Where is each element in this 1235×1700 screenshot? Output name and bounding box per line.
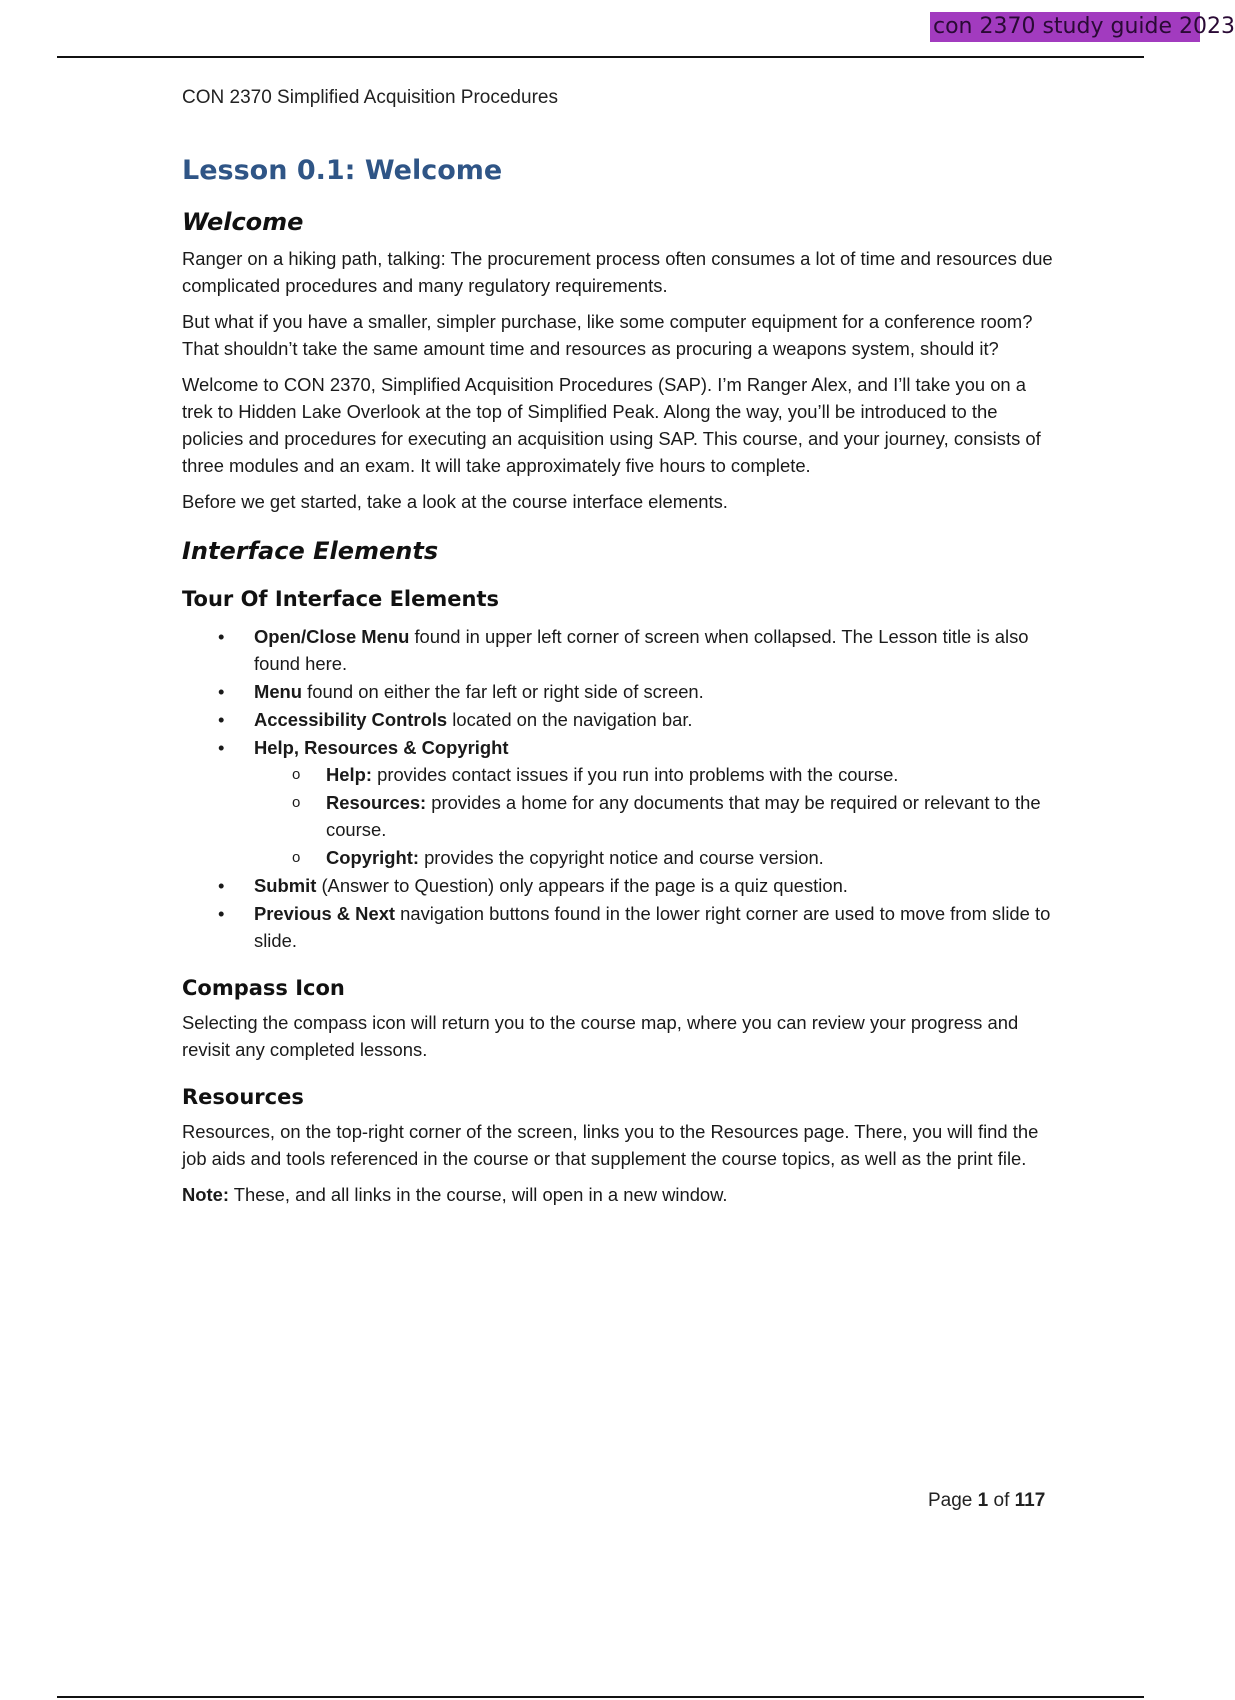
welcome-heading: Welcome <box>182 208 304 236</box>
welcome-paragraph: Before we get started, take a look at the course interface elements. <box>182 491 728 512</box>
compass-paragraph: Selecting the compass icon will return you to the course map, where you can review your progress and revisit any completed lessons. <box>182 1012 1019 1060</box>
item-label: Open/Close Menu <box>254 626 410 647</box>
interface-list <box>182 623 1060 954</box>
note-label: Note: <box>182 1184 229 1205</box>
list-item <box>182 623 1060 677</box>
sub-bullet-icon: o <box>292 766 301 783</box>
list-item <box>182 678 1060 705</box>
sub-item-label: Help: <box>326 764 372 785</box>
welcome-paragraph: Welcome to CON 2370, Simplified Acquisition Procedures (SAP). I’m Ranger Alex, and I’ll take you on a trek to Hidden Lake Overlook at the top of Simplified Peak. Along the way, you’ll be introduced to the policies and procedures for executing an acquisition using SAP. This course, and your journey, consists of three modules and an exam. It will take approximately five hours to complete. <box>182 374 1041 476</box>
sub-list-item <box>254 844 1060 871</box>
document-page <box>182 80 1060 1208</box>
sub-item-text: provides a home for any documents that may be required or relevant to the course. <box>326 792 1041 840</box>
item-text: found in upper left corner of screen when collapsed. The Lesson title is also found here. <box>254 626 1029 674</box>
sub-list-item <box>254 789 1060 843</box>
item-text: navigation buttons found in the lower right corner are used to move from slide to slide. <box>254 903 1051 951</box>
list-item <box>182 734 1060 871</box>
list-item <box>182 900 1060 954</box>
top-divider <box>57 56 1144 58</box>
item-label: Previous & Next <box>254 903 396 924</box>
item-label: Submit <box>254 875 317 896</box>
of-word: of <box>993 1490 1010 1511</box>
bullet-icon: • <box>218 681 225 702</box>
item-label: Menu <box>254 681 303 702</box>
sub-item-text: provides the copyright notice and course version. <box>418 847 824 868</box>
note-text: These, and all links in the course, will open in a new window. <box>229 1184 728 1205</box>
interface-elements-heading: Interface Elements <box>182 537 439 565</box>
note-paragraph <box>182 1181 1060 1208</box>
list-item <box>182 706 1060 733</box>
sub-item-label: Copyright: <box>326 847 419 868</box>
sub-bullet-icon: o <box>292 794 301 811</box>
item-label: Help, Resources & Copyright <box>254 737 509 758</box>
total-pages: 117 <box>1014 1490 1046 1511</box>
welcome-paragraph: But what if you have a smaller, simpler purchase, like some computer equipment for a conference room? That shouldn’t take the same amount time and resources as procuring a weapons system, should it? <box>182 311 1033 359</box>
item-label: Accessibility Controls <box>254 709 448 730</box>
sub-item-text: provides contact issues if you run into problems with the course. <box>371 764 899 785</box>
sub-list <box>254 761 1060 871</box>
watermark-banner: con 2370 study guide 2023 <box>930 12 1200 42</box>
bullet-icon: • <box>218 626 225 647</box>
item-text: (Answer to Question) only appears if the page is a quiz question. <box>316 875 848 896</box>
resources-heading: Resources <box>182 1085 304 1109</box>
bullet-icon: • <box>218 709 225 730</box>
welcome-paragraph: Ranger on a hiking path, talking: The procurement process often consumes a lot of time and resources due complicated procedures and many regulatory requirements. <box>182 248 1053 296</box>
resources-paragraph: Resources, on the top-right corner of the screen, links you to the Resources page. There, you will find the job aids and tools referenced in the course or that supplement the course topics, as well as the print file. <box>182 1121 1039 1169</box>
bullet-icon: • <box>218 875 225 896</box>
sub-bullet-icon: o <box>292 849 301 866</box>
lesson-title: Lesson 0.1: Welcome <box>182 155 503 186</box>
bullet-icon: • <box>218 903 225 924</box>
tour-heading: Tour Of Interface Elements <box>182 587 499 611</box>
compass-icon-heading: Compass Icon <box>182 976 345 1000</box>
running-header: CON 2370 Simplified Acquisition Procedures <box>182 87 558 108</box>
item-text: located on the navigation bar. <box>447 709 693 730</box>
bottom-divider <box>57 1696 1144 1698</box>
item-text: found on either the far left or right side of screen. <box>302 681 704 702</box>
page-word: Page <box>928 1490 973 1511</box>
page-number <box>928 1490 1045 1512</box>
bullet-icon: • <box>218 737 225 758</box>
list-item <box>182 872 1060 899</box>
sub-list-item <box>254 761 1060 788</box>
current-page: 1 <box>977 1490 989 1511</box>
sub-item-label: Resources: <box>326 792 427 813</box>
